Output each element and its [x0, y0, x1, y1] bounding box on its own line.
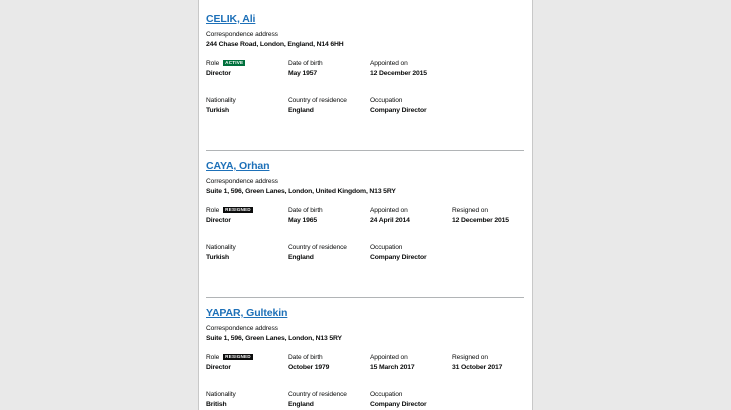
- officers-list: [198, 0, 533, 410]
- officer-name-link[interactable]: CAYA, Orhan: [206, 160, 270, 172]
- role-value: Director: [206, 217, 231, 224]
- officer-name-link[interactable]: CELIK, Ali: [206, 13, 256, 25]
- country-of-residence-value: England: [288, 254, 314, 261]
- occupation-value: Company Director: [370, 401, 427, 408]
- nationality-label: Nationality: [206, 244, 236, 251]
- appointed-on-label: Appointed on: [370, 207, 408, 214]
- status-badge: ACTIVE: [225, 60, 244, 65]
- date-of-birth-label: Date of birth: [288, 60, 323, 67]
- resigned-on-label: Resigned on: [452, 354, 488, 361]
- correspondence-address-label: Correspondence address: [206, 325, 278, 332]
- nationality-label: Nationality: [206, 391, 236, 398]
- date-of-birth-value: May 1957: [288, 70, 318, 77]
- resigned-on-label: Resigned on: [452, 207, 488, 214]
- appointed-on-label: Appointed on: [370, 60, 408, 67]
- status-badge: RESIGNED: [225, 354, 251, 359]
- appointed-on-value: 12 December 2015: [370, 70, 427, 77]
- officer-entry: [199, 307, 532, 410]
- nationality-value: Turkish: [206, 107, 229, 114]
- section-divider: [206, 150, 524, 151]
- nationality-label: Nationality: [206, 97, 236, 104]
- date-of-birth-value: October 1979: [288, 364, 330, 371]
- correspondence-address-value: Suite 1, 596, Green Lanes, London, United Kingdom, N13 5RY: [206, 188, 396, 195]
- resigned-on-value: 31 October 2017: [452, 364, 503, 371]
- status-badge: RESIGNED: [225, 207, 251, 212]
- date-of-birth-value: May 1965: [288, 217, 318, 224]
- role-value: Director: [206, 364, 231, 371]
- nationality-value: British: [206, 401, 227, 408]
- appointed-on-value: 24 April 2014: [370, 217, 410, 224]
- appointed-on-label: Appointed on: [370, 354, 408, 361]
- date-of-birth-label: Date of birth: [288, 354, 323, 361]
- officer-name-link[interactable]: YAPAR, Gultekin: [206, 307, 288, 319]
- country-of-residence-value: England: [288, 401, 314, 408]
- date-of-birth-label: Date of birth: [288, 207, 323, 214]
- officer-entry: [199, 160, 532, 297]
- role-label: Role RESIGNED: [206, 207, 251, 214]
- correspondence-address-label: Correspondence address: [206, 178, 278, 185]
- officer-entry: [199, 13, 532, 150]
- country-of-residence-label: Country of residence: [288, 97, 347, 104]
- occupation-label: Occupation: [370, 97, 403, 104]
- country-of-residence-label: Country of residence: [288, 391, 347, 398]
- occupation-label: Occupation: [370, 391, 403, 398]
- role-value: Director: [206, 70, 231, 77]
- correspondence-address-label: Correspondence address: [206, 31, 278, 38]
- resigned-on-value: 12 December 2015: [452, 217, 509, 224]
- occupation-value: Company Director: [370, 107, 427, 114]
- nationality-value: Turkish: [206, 254, 229, 261]
- occupation-value: Company Director: [370, 254, 427, 261]
- country-of-residence-label: Country of residence: [288, 244, 347, 251]
- role-label: Role ACTIVE: [206, 60, 244, 67]
- correspondence-address-value: 244 Chase Road, London, England, N14 6HH: [206, 41, 344, 48]
- country-of-residence-value: England: [288, 107, 314, 114]
- appointed-on-value: 15 March 2017: [370, 364, 415, 371]
- correspondence-address-value: Suite 1, 596, Green Lanes, London, N13 5RY: [206, 335, 342, 342]
- occupation-label: Occupation: [370, 244, 403, 251]
- role-label: Role RESIGNED: [206, 354, 251, 361]
- section-divider: [206, 297, 524, 298]
